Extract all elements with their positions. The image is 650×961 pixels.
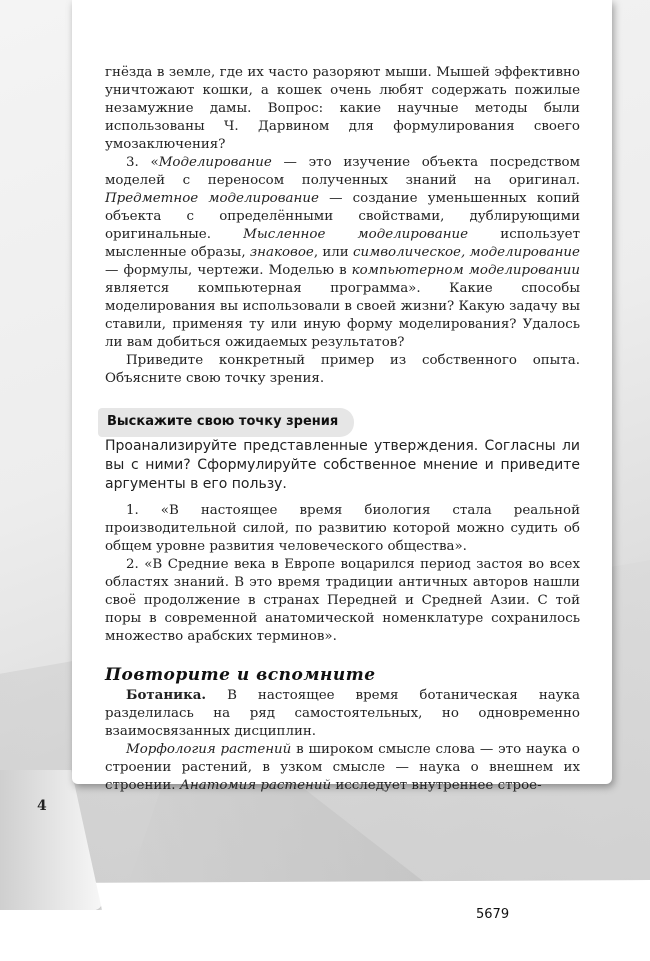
darwin-question-paragraph: гнёзда в земле, где их часто разоряют мыши. Мышей эффективно уничтожают кошки, а кошек очень любят содержать пожилые незамужние дамы. Вопрос: какие научные методы были использованы Ч. Дарвином для формулирования своего умозаключения? bbox=[105, 65, 580, 152]
term: Ботаника. bbox=[126, 687, 207, 703]
term: компьютерном моделировании bbox=[351, 263, 580, 278]
term: Предметное моделирование bbox=[105, 191, 319, 206]
morphology-paragraph: Морфология растений в широком смысле слова — это наука о строении растений, в узком смысле — наука о внешнем их строении. Анатомия растений исследует внутреннее строе- bbox=[105, 742, 580, 793]
example-paragraph: Приведите конкретный пример из собственного опыта. Объясните свою точку зрения. bbox=[105, 353, 580, 386]
term: знаковое bbox=[249, 245, 314, 260]
callout-heading: Выскажите свою точку зрения bbox=[98, 408, 354, 437]
term: Моделирование bbox=[158, 155, 272, 170]
callout-instructions: Проанализируйте представленные утверждения. Согласны ли вы с ними? Сформулируйте собственное мнение и приведите аргументы в его пользу. bbox=[105, 438, 580, 492]
footer-code: 5679 bbox=[476, 907, 510, 922]
term: Морфология растений bbox=[126, 742, 292, 757]
statements-list bbox=[105, 502, 580, 646]
page-number: 4 bbox=[37, 798, 47, 814]
term: Анатомия растений bbox=[179, 778, 332, 793]
section-heading: Повторите и вспомните bbox=[105, 665, 376, 685]
statement-item: 2. «В Средние века в Европе воцарился период застоя во всех областях знаний. В это время традиции античных авторов нашли своё продолжение в странах Передней и Средней Азии. С той поры в современной анатомической номенклатуре сохранилось множество арабских терминов». bbox=[105, 557, 580, 644]
term: символическое, моделирование bbox=[352, 245, 580, 260]
term: Мысленное моделирование bbox=[243, 227, 469, 242]
page-content bbox=[105, 64, 580, 795]
statement-item: 1. «В настоящее время биология стала реальной производительной силой, по развитию которой можно судить об общем уровне развития человеческого общества». bbox=[105, 503, 580, 554]
botany-paragraph: Ботаника. В настоящее время ботаническая наука разделилась на ряд самостоятельных, но одновременно взаимосвязанных дисциплин. bbox=[105, 687, 580, 739]
modeling-paragraph: 3. «Моделирование — это изучение объекта посредством моделей с переносом полученных знаний на оригинал. Предметное моделирование — создание уменьшенных копий объекта с определёнными свойствами, дублирующими оригинальные. Мысленное моделирование использует мысленные образы, знаковое, или символическое, моделирование — формулы, чертежи. Моделью в компьютерном моделировании является компьютерная программа». Какие способы моделирования вы использовали в своей жизни? Какую задачу вы ставили, применяя ту или иную форму моделирования? Удалось ли вам добиться ожидаемых результатов? bbox=[105, 155, 580, 350]
